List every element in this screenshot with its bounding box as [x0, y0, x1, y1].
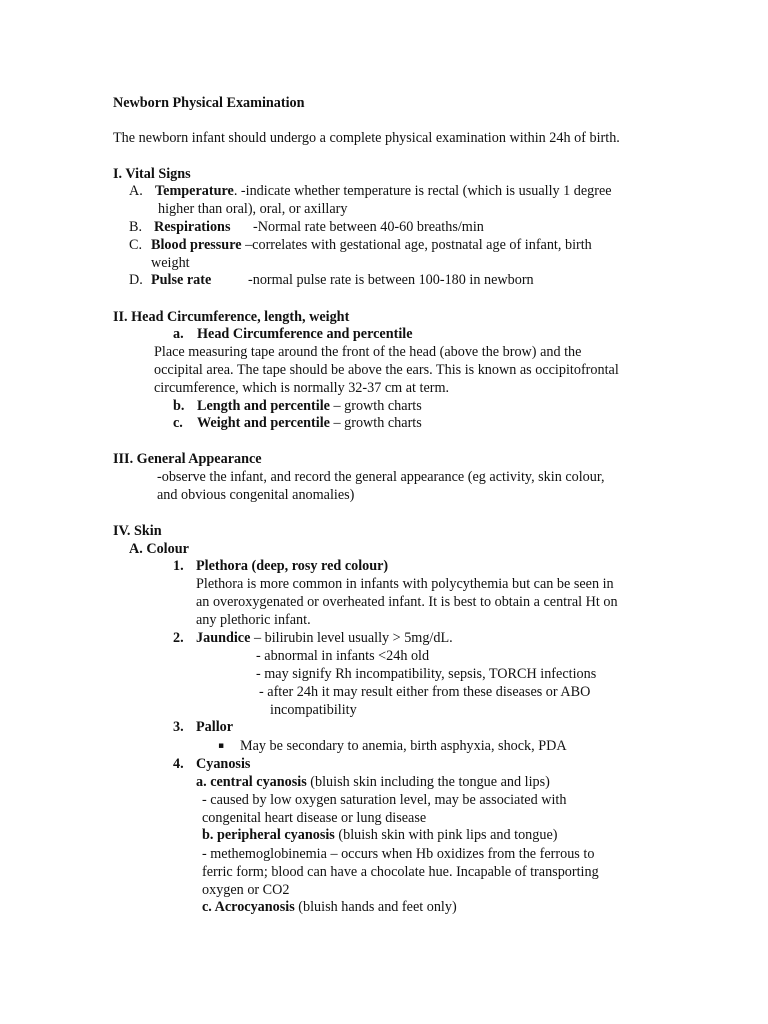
head-c-marker: c.	[173, 415, 183, 431]
jaundice-sub3: - after 24h it may result either from these diseases or ABO	[259, 684, 591, 700]
pulse-marker: D.	[129, 272, 143, 288]
jaundice-sub3-cont: incompatibility	[270, 702, 357, 718]
pulse-text: -normal pulse rate is between 100-180 in newborn	[248, 272, 534, 288]
temperature-item	[155, 183, 612, 200]
head-c-label: Weight and percentile	[197, 415, 330, 431]
head-c-text: – growth charts	[333, 415, 422, 431]
blood-pressure-text-cont: weight	[151, 255, 190, 271]
document-title: Newborn Physical Examination	[113, 95, 305, 111]
temperature-label: Temperature	[155, 183, 234, 199]
peripheral-cyanosis-item	[202, 827, 558, 844]
jaundice-text: – bilirubin level usually > 5mg/dL.	[253, 630, 453, 646]
central-cyanosis-line2: congenital heart disease or lung disease	[202, 810, 427, 826]
head-b-label: Length and percentile	[197, 398, 330, 414]
head-a-marker: a.	[173, 326, 184, 342]
jaundice-item	[196, 630, 453, 647]
colour-heading: A. Colour	[129, 541, 189, 557]
pallor-text: May be secondary to anemia, birth asphyxia, shock, PDA	[240, 738, 567, 754]
plethora-marker: 1.	[173, 558, 184, 574]
pulse-label: Pulse rate	[151, 272, 212, 288]
general-line2: and obvious congenital anomalies)	[157, 487, 355, 503]
plethora-label: Plethora (deep, rosy red colour)	[196, 558, 389, 574]
temperature-text: . -indicate whether temperature is rectal (which is usually 1 degree	[233, 183, 612, 199]
pallor-marker: 3.	[173, 719, 184, 735]
general-line1: -observe the infant, and record the general appearance (eg activity, skin colour,	[157, 469, 605, 485]
blood-pressure-text: –correlates with gestational age, postnatal age of infant, birth	[245, 237, 592, 253]
pallor-bullet-item	[218, 738, 567, 757]
peripheral-cyanosis-line3: oxygen or CO2	[202, 882, 290, 898]
central-cyanosis-item	[196, 774, 550, 791]
blood-pressure-item	[151, 237, 592, 254]
blood-pressure-marker: C.	[129, 237, 143, 253]
head-b-marker: b.	[173, 398, 185, 414]
central-cyanosis-line1: - caused by low oxygen saturation level, may be associated with	[202, 792, 567, 808]
cyanosis-marker: 4.	[173, 756, 184, 772]
head-a-label: Head Circumference and percentile	[197, 326, 413, 342]
head-a-line2: occipital area. The tape should be above the ears. This is known as occipitofrontal	[154, 362, 619, 378]
head-heading: II. Head Circumference, length, weight	[113, 309, 350, 325]
plethora-line2: an overoxygenated or overheated infant. It is best to obtain a central Ht on	[196, 594, 618, 610]
jaundice-marker: 2.	[173, 630, 184, 646]
head-c-item	[197, 415, 422, 432]
acrocyanosis-item	[202, 899, 457, 916]
peripheral-cyanosis-text: (bluish skin with pink lips and tongue)	[334, 827, 558, 843]
peripheral-cyanosis-label: b. peripheral cyanosis	[202, 827, 335, 843]
central-cyanosis-text: (bluish skin including the tongue and lips)	[306, 774, 550, 790]
respirations-label: Respirations	[154, 219, 231, 235]
head-b-text: – growth charts	[333, 398, 422, 414]
general-heading: III. General Appearance	[113, 451, 262, 467]
head-a-line1: Place measuring tape around the front of the head (above the brow) and the	[154, 344, 582, 360]
peripheral-cyanosis-line2: ferric form; blood can have a chocolate hue. Incapable of transporting	[202, 864, 599, 880]
jaundice-label: Jaundice	[196, 630, 251, 646]
skin-heading: IV. Skin	[113, 523, 162, 539]
respirations-marker: B.	[129, 219, 143, 235]
jaundice-sub1: - abnormal in infants <24h old	[256, 648, 430, 664]
acrocyanosis-text: (bluish hands and feet only)	[294, 899, 457, 915]
intro-paragraph: The newborn infant should undergo a complete physical examination within 24h of birth.	[113, 130, 620, 146]
plethora-line1: Plethora is more common in infants with polycythemia but can be seen in	[196, 576, 614, 592]
blood-pressure-label: Blood pressure	[151, 237, 242, 253]
square-bullet-icon: ▪	[218, 741, 225, 751]
central-cyanosis-label: a. central cyanosis	[196, 774, 307, 790]
vital-signs-heading: I. Vital Signs	[113, 166, 191, 182]
head-b-item	[197, 398, 422, 415]
cyanosis-label: Cyanosis	[196, 756, 251, 772]
jaundice-sub2: - may signify Rh incompatibility, sepsis, TORCH infections	[256, 666, 597, 682]
respirations-text: -Normal rate between 40-60 breaths/min	[253, 219, 484, 235]
acrocyanosis-label: c. Acrocyanosis	[202, 899, 295, 915]
head-a-line3: circumference, which is normally 32-37 cm at term.	[154, 380, 450, 396]
peripheral-cyanosis-line1: - methemoglobinemia – occurs when Hb oxidizes from the ferrous to	[202, 846, 595, 862]
plethora-line3: any plethoric infant.	[196, 612, 311, 628]
temperature-marker: A.	[129, 183, 143, 199]
pallor-label: Pallor	[196, 719, 234, 735]
temperature-text-cont: higher than oral), oral, or axillary	[158, 201, 348, 217]
